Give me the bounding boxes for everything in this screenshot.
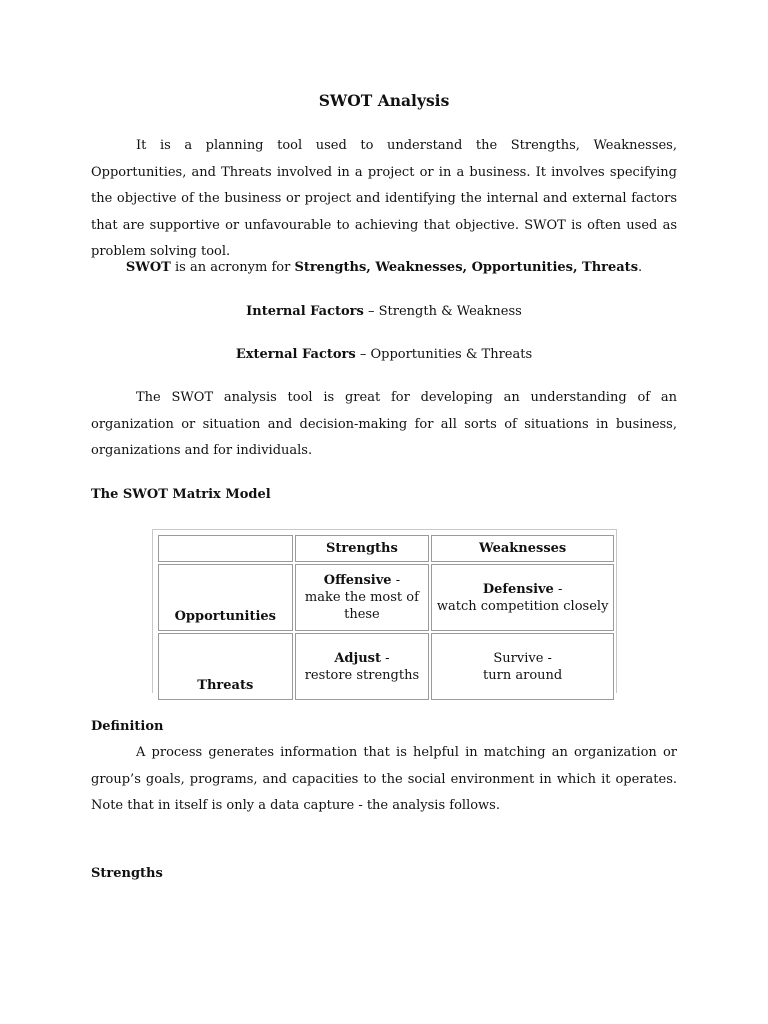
external-factors-label: External Factors xyxy=(235,347,356,362)
page-title: SWOT Analysis xyxy=(318,91,450,110)
acronym-middle: is an acronym for xyxy=(170,260,295,275)
swot-matrix-table xyxy=(156,533,616,702)
internal-factors-label: Internal Factors xyxy=(246,304,364,319)
internal-factors-line xyxy=(0,304,768,319)
cell-dash: - xyxy=(391,573,401,588)
matrix-col-header-weaknesses: Weaknesses xyxy=(431,535,614,562)
swot-matrix-frame xyxy=(152,529,617,693)
internal-factors-value: Strength & Weakness xyxy=(378,304,522,319)
cell-title: Offensive xyxy=(323,573,392,588)
definition-heading: Definition xyxy=(91,719,164,734)
acronym-end: . xyxy=(638,260,643,275)
external-factors-line xyxy=(0,347,768,362)
matrix-header-row xyxy=(158,535,614,562)
acronym-expansion: Strengths, Weaknesses, Opportunities, Threats xyxy=(294,260,639,275)
external-factors-value: Opportunities & Threats xyxy=(370,347,533,362)
matrix-row-threats xyxy=(158,633,614,700)
cell-dash: - xyxy=(380,650,390,666)
cell-dash: - xyxy=(553,581,563,597)
matrix-heading: The SWOT Matrix Model xyxy=(91,487,271,502)
matrix-row-label-opportunities: Opportunities xyxy=(158,564,293,631)
cell-subtext: turn around xyxy=(483,667,563,683)
strengths-heading: Strengths xyxy=(91,866,163,881)
acronym-line xyxy=(0,260,768,275)
cell-subtext: restore strengths xyxy=(304,667,420,683)
internal-factors-sep: – xyxy=(363,304,379,319)
acronym-term: SWOT xyxy=(125,260,171,275)
matrix-cell-defensive xyxy=(431,564,614,631)
matrix-row-label-threats: Threats xyxy=(158,633,293,700)
matrix-cell-adjust xyxy=(295,633,430,700)
definition-paragraph: A process generates information that is helpful in matching an organization or group’s goals, programs, and capacities to the social environment in which it operates. Note that in itself is only a data capture - the analysis follows. xyxy=(91,745,677,813)
matrix-row-opportunities xyxy=(158,564,614,631)
external-factors-sep: – xyxy=(355,347,371,362)
tool-paragraph: The SWOT analysis tool is great for developing an understanding of an organization or situation and decision-making for all sorts of situations in business, organizations and for individuals. xyxy=(91,390,677,458)
cell-title: Defensive xyxy=(482,581,554,597)
cell-dash: Survive - xyxy=(493,650,552,666)
matrix-col-header-strengths: Strengths xyxy=(295,535,430,562)
intro-paragraph: It is a planning tool used to understand the Strengths, Weaknesses, Opportunities, and Threats involved in a project or in a business. It involves specifying the objective of the business or project and identifying the internal and external factors that are supportive or unfavourable to achieving that objective. SWOT is often used as problem solving tool. xyxy=(91,138,677,259)
matrix-cell-survive xyxy=(431,633,614,700)
cell-title: Adjust xyxy=(334,650,381,666)
matrix-corner-cell xyxy=(158,535,293,562)
matrix-cell-offensive xyxy=(295,564,430,631)
cell-subtext: watch competition closely xyxy=(436,598,609,614)
cell-subtext: make the most of these xyxy=(304,590,419,622)
